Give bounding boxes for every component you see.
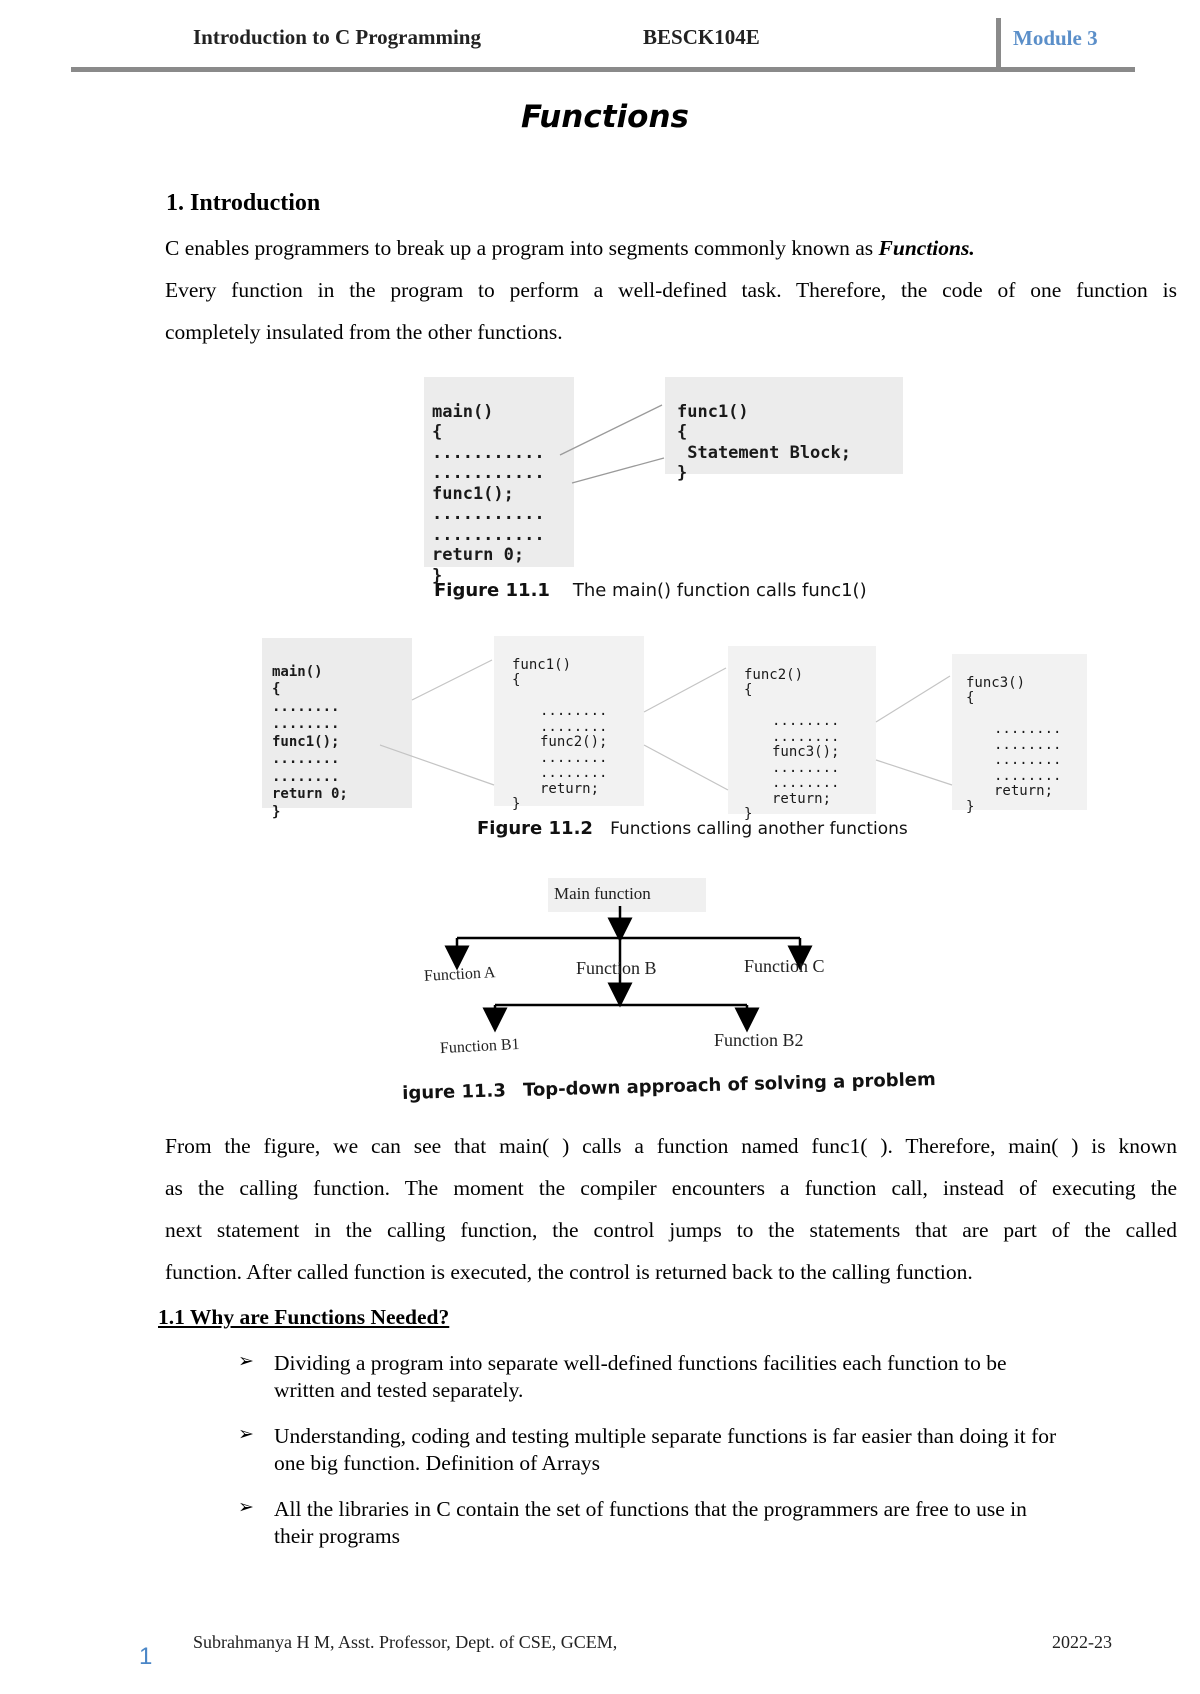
- code-line: ........: [272, 716, 340, 732]
- section-heading-why-functions: 1.1 Why are Functions Needed?: [158, 1305, 450, 1329]
- code-line: {: [432, 422, 443, 442]
- code-line: return 0;: [432, 545, 525, 565]
- figure3-node-a: Function A: [423, 964, 496, 985]
- code-line: func2();: [540, 734, 608, 750]
- code-line: main(): [432, 401, 494, 422]
- header-course-title: Introduction to C Programming: [193, 25, 481, 49]
- code-line: ...........: [432, 504, 545, 524]
- bullet-1-line2: written and tested separately.: [274, 1378, 524, 1402]
- header-module-label: Module 3: [1013, 26, 1098, 50]
- code-line: ........: [772, 728, 840, 745]
- footer-author: Subrahmanya H M, Asst. Professor, Dept. of CSE, GCEM,: [193, 1632, 618, 1652]
- code-line: ...........: [432, 524, 545, 545]
- code-line: func3(): [966, 674, 1026, 691]
- code-line: {: [966, 690, 975, 706]
- bullet-2-line2: one big function. Definition of Arrays: [274, 1451, 601, 1475]
- intro-text: C enables programmers to break up a program into segments commonly known as: [165, 236, 879, 260]
- code-line: func2(): [744, 666, 804, 683]
- figure3-caption-label: igure 11.3: [402, 1080, 507, 1104]
- figure3-node-b1: Function B1: [439, 1035, 520, 1058]
- bullet-2-line1: Understanding, coding and testing multiple separate functions is far easier than doing it for: [274, 1424, 1057, 1448]
- figure3-node-c: Function C: [744, 956, 825, 976]
- figure3-node-b2: Function B2: [714, 1030, 804, 1050]
- figure3-caption-text: Top-down approach of solving a problem: [522, 1069, 936, 1101]
- figure3-root-node: Main function: [554, 884, 651, 903]
- code-line: {: [744, 682, 753, 698]
- code-line: }: [432, 565, 443, 586]
- para-after-line4: function. After called function is executed, the control is returned back to the calling function.: [165, 1260, 973, 1284]
- arrowhead-bullet-icon: ➢: [238, 1350, 254, 1372]
- code-line: main(): [272, 663, 323, 680]
- para-after-line1: From the figure, we can see that main( ) calls a function named func1( ). Therefore, main( ) is known: [165, 1134, 1177, 1158]
- section-heading-introduction: 1. Introduction: [166, 190, 321, 216]
- code-line: ........: [272, 768, 340, 785]
- para-after-line2: as the calling function. The moment the compiler encounters a function call, instead of executing the: [165, 1176, 1177, 1200]
- bullet-3-line2: their programs: [274, 1524, 400, 1548]
- page-title: Functions: [521, 99, 689, 135]
- code-line: }: [744, 806, 753, 822]
- footer-year: 2022-23: [1052, 1632, 1112, 1652]
- code-line: }: [272, 803, 281, 820]
- bullet-3-line1: All the libraries in C contain the set of functions that the programmers are free to use in: [274, 1497, 1027, 1521]
- figure2-caption-label: Figure 11.2: [477, 818, 593, 839]
- code-line: ...........: [432, 463, 545, 483]
- intro-para2-line1: Every function in the program to perform a well-defined task. Therefore, the code of one function is: [165, 278, 1177, 302]
- code-line: }: [677, 463, 688, 483]
- code-line: ........: [772, 775, 840, 791]
- code-line: ........: [994, 767, 1062, 784]
- intro-para2-line2: completely insulated from the other functions.: [165, 320, 563, 344]
- figure1-caption-label: Figure 11.1: [434, 580, 550, 601]
- code-line: {: [272, 681, 281, 697]
- para-after-line3: next statement in the calling function, the control jumps to the statements that are part of the called: [165, 1218, 1177, 1242]
- code-line: func1(): [512, 656, 572, 673]
- page-number: 1: [139, 1643, 153, 1670]
- arrowhead-bullet-icon: ➢: [238, 1423, 254, 1445]
- figure2-caption-text: Functions calling another functions: [610, 819, 908, 839]
- code-line: {: [677, 422, 688, 442]
- code-line: func1();: [272, 733, 340, 750]
- code-line: ........: [540, 718, 608, 735]
- code-line: ........: [994, 721, 1062, 737]
- code-line: func1(): [677, 401, 749, 422]
- code-line: ...........: [432, 442, 545, 463]
- code-line: ........: [772, 713, 840, 729]
- bullet-1-line1: Dividing a program into separate well-defined functions facilities each function to be: [274, 1351, 1007, 1375]
- code-line: ........: [540, 703, 608, 719]
- arrowhead-bullet-icon: ➢: [238, 1496, 254, 1518]
- code-line: ........: [272, 698, 340, 715]
- code-line: }: [966, 798, 975, 815]
- code-line: ........: [540, 765, 608, 781]
- code-line: ........: [540, 749, 608, 766]
- code-line: return;: [540, 780, 600, 797]
- intro-emphasis: Functions.: [878, 236, 975, 260]
- code-line: func1();: [432, 483, 514, 504]
- code-line: return 0;: [272, 786, 348, 802]
- code-line: ........: [272, 751, 340, 767]
- code-line: ........: [994, 752, 1062, 768]
- figure3-node-b: Function B: [576, 958, 657, 978]
- code-line: return;: [994, 783, 1054, 799]
- code-line: ........: [772, 759, 840, 776]
- code-line: return;: [772, 790, 832, 807]
- code-line: ........: [994, 736, 1062, 753]
- header-course-code: BESCK104E: [643, 25, 760, 49]
- code-line: func3();: [772, 744, 840, 760]
- code-line: }: [512, 796, 521, 812]
- code-line: Statement Block;: [677, 442, 851, 463]
- code-line: {: [512, 672, 521, 688]
- figure1-caption-text: The main() function calls func1(): [572, 580, 867, 601]
